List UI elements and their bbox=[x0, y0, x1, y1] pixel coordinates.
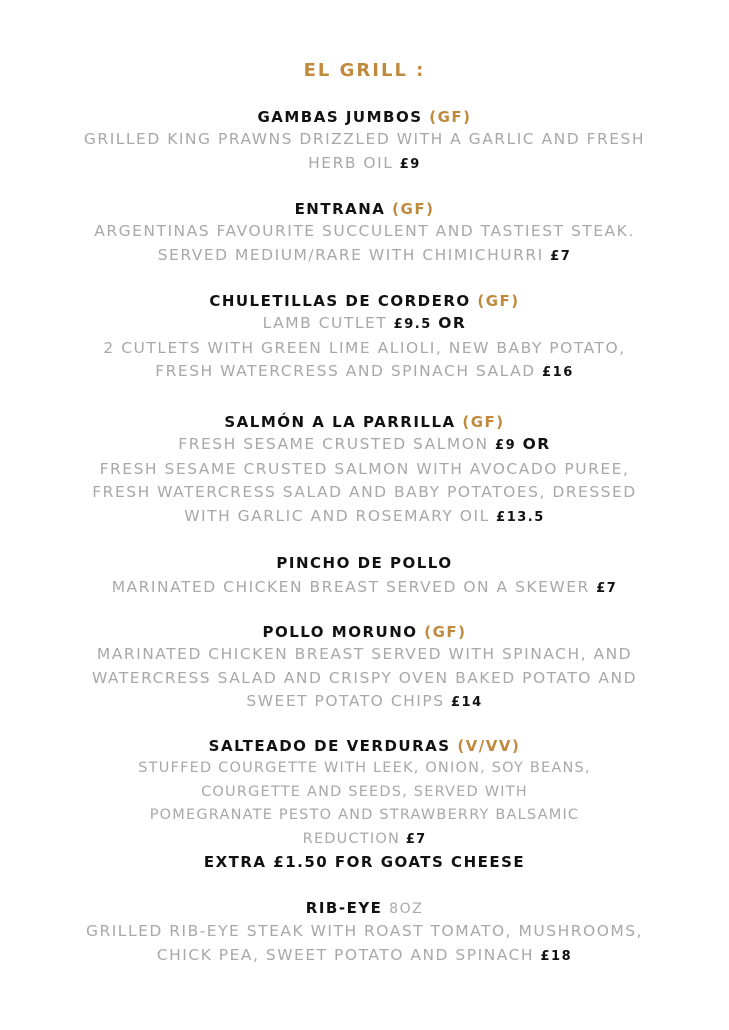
item-price: £9 bbox=[495, 438, 517, 453]
item-description bbox=[40, 828, 689, 852]
dietary-tag: (GF) bbox=[429, 108, 472, 126]
item-name-text: SALTEADO DE VERDURAS bbox=[208, 737, 451, 755]
dietary-tag: (V/VV) bbox=[457, 737, 521, 755]
description-line: POMEGRANATE PESTO AND STRAWBERRY BALSAMIC bbox=[149, 807, 580, 823]
description-line: HERB OIL bbox=[308, 153, 394, 172]
item-description bbox=[40, 433, 689, 458]
description-line: STUFFED COURGETTE WITH LEEK, ONION, SOY BEANS, bbox=[138, 760, 591, 776]
dietary-tag: (GF) bbox=[392, 200, 435, 218]
item-price: £9.5 bbox=[393, 317, 432, 332]
item-name bbox=[40, 106, 689, 128]
item-description bbox=[40, 152, 689, 177]
description-line: FRESH WATERCRESS SALAD AND BABY POTATOES, DRESSED bbox=[92, 483, 637, 501]
item-description bbox=[40, 505, 689, 530]
description-line: GRILLED KING PRAWNS DRIZZLED WITH A GARLIC AND FRESH bbox=[83, 130, 646, 148]
item-description bbox=[40, 757, 689, 781]
item-description bbox=[40, 576, 689, 601]
description-line: COURGETTE AND SEEDS, SERVED WITH bbox=[201, 783, 528, 800]
item-description bbox=[40, 337, 689, 361]
item-description bbox=[40, 667, 689, 691]
or-label: OR bbox=[522, 435, 551, 453]
description-line: WITH GARLIC AND ROSEMARY OIL bbox=[184, 506, 490, 525]
item-price: £16 bbox=[542, 365, 574, 380]
menu-item-pincho-de-pollo bbox=[40, 552, 689, 601]
item-name-text: POLLO MORUNO bbox=[262, 623, 418, 641]
item-description bbox=[40, 781, 689, 805]
item-name bbox=[40, 552, 689, 574]
item-name-text: ENTRANA bbox=[294, 200, 386, 218]
description-line: MARINATED CHICKEN BREAST SERVED ON A SKEWER bbox=[111, 578, 590, 596]
item-description bbox=[40, 458, 689, 482]
item-name-text: SALMÓN A LA PARRILLA bbox=[224, 413, 456, 431]
menu-item-salmon-a-la-parrilla bbox=[40, 411, 689, 529]
item-name bbox=[40, 621, 689, 643]
item-description bbox=[40, 481, 689, 505]
item-description bbox=[40, 690, 689, 715]
menu-item-salteado-de-verduras bbox=[40, 735, 689, 873]
item-description bbox=[40, 360, 689, 385]
description-line: 2 CUTLETS WITH GREEN LIME ALIOLI, NEW BABY POTATO, bbox=[103, 338, 626, 357]
description-line: SERVED MEDIUM/RARE WITH CHIMICHURRI bbox=[157, 245, 544, 264]
description-line: GRILLED RIB-EYE STEAK WITH ROAST TOMATO, MUSHROOMS, bbox=[85, 922, 644, 940]
item-name-text: CHULETILLAS DE CORDERO bbox=[209, 292, 471, 310]
section-title: EL GRILL : bbox=[303, 60, 426, 81]
menu-item-pollo-moruno bbox=[40, 621, 689, 715]
item-description bbox=[40, 920, 689, 944]
description-line: WATERCRESS SALAD AND CRISPY OVEN BAKED POTATO AND bbox=[91, 668, 638, 687]
item-description bbox=[40, 220, 689, 244]
item-price: £7 bbox=[550, 248, 572, 264]
item-description bbox=[40, 128, 689, 152]
description-line: MARINATED CHICKEN BREAST SERVED WITH SPINACH, AND bbox=[96, 645, 633, 663]
menu-item-chuletillas-de-cordero bbox=[40, 290, 689, 385]
item-price: £7 bbox=[405, 831, 427, 847]
dietary-tag: (GF) bbox=[424, 623, 467, 641]
item-price: £18 bbox=[540, 948, 573, 964]
description-line: ARGENTINAS FAVOURITE SUCCULENT AND TASTIEST STEAK. bbox=[94, 222, 635, 240]
item-description bbox=[40, 244, 689, 269]
item-description bbox=[40, 643, 689, 667]
dietary-tag: (GF) bbox=[477, 292, 520, 310]
or-label: OR bbox=[438, 314, 467, 332]
item-price: £7 bbox=[596, 581, 618, 596]
item-weight: 8OZ bbox=[389, 901, 424, 917]
item-name bbox=[40, 735, 689, 757]
description-line: SWEET POTATO CHIPS bbox=[246, 692, 445, 710]
item-name bbox=[40, 897, 689, 920]
item-description bbox=[40, 944, 689, 969]
item-price: £14 bbox=[451, 695, 483, 710]
dietary-tag: (GF) bbox=[462, 413, 505, 431]
description-line: FRESH WATERCRESS AND SPINACH SALAD bbox=[155, 362, 536, 380]
extra-note: EXTRA £1.50 FOR GOATS CHEESE bbox=[203, 853, 526, 871]
item-name bbox=[40, 290, 689, 312]
description-line: FRESH SESAME CRUSTED SALMON bbox=[178, 435, 489, 453]
description-line: FRESH SESAME CRUSTED SALMON WITH AVOCADO PUREE, bbox=[99, 459, 630, 478]
description-line: LAMB CUTLET bbox=[262, 314, 388, 332]
item-name-text: PINCHO DE POLLO bbox=[276, 554, 453, 572]
menu-item-entrana bbox=[40, 198, 689, 268]
item-description bbox=[40, 312, 689, 337]
description-line: REDUCTION bbox=[302, 830, 401, 847]
menu-item-gambas-jumbos bbox=[40, 106, 689, 176]
item-description bbox=[40, 804, 689, 828]
item-name bbox=[40, 411, 689, 433]
item-name-text: RIB-EYE bbox=[305, 899, 383, 917]
menu-item-rib-eye bbox=[40, 897, 689, 968]
item-price: £13.5 bbox=[496, 509, 545, 525]
item-price: £9 bbox=[399, 156, 421, 172]
item-name-text: GAMBAS JUMBOS bbox=[257, 108, 423, 126]
description-line: CHICK PEA, SWEET POTATO AND SPINACH bbox=[156, 945, 535, 964]
item-name bbox=[40, 198, 689, 220]
